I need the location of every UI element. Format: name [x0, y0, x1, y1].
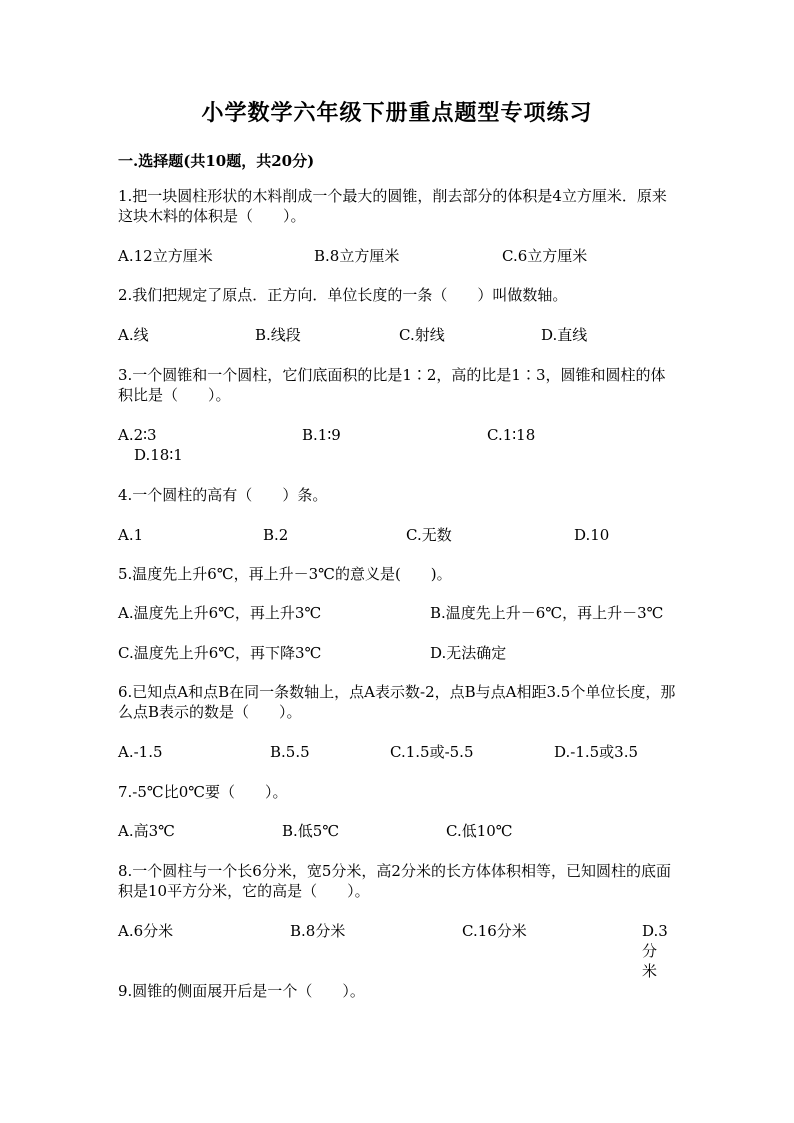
option-8-b[interactable]: B.8分米 [290, 922, 346, 940]
option-8-d[interactable]: D.3分米 [642, 922, 668, 980]
question-2: 2.我们把规定了原点．正方向．单位长度的一条（ ）叫做数轴。 [118, 286, 568, 304]
option-6-b[interactable]: B.5.5 [270, 743, 310, 761]
option-7-c[interactable]: C.低10℃ [446, 822, 513, 840]
question-6: 6.已知点A和点B在同一条数轴上，点A表示数-2，点B与点A相距3.5个单位长度，那么点B表示的数是（ ）。 [118, 683, 676, 721]
option-4-c[interactable]: C.无数 [406, 526, 452, 544]
option-6-a[interactable]: A.-1.5 [118, 743, 163, 761]
option-3-d[interactable]: D.18∶1 [134, 446, 183, 464]
options-5-row-2 [118, 643, 678, 663]
question-4: 4.一个圆柱的高有（ ）条。 [118, 486, 328, 504]
option-5-b[interactable]: B.温度先上升－6℃，再上升－3℃ [430, 604, 664, 622]
options-2 [118, 325, 678, 345]
question-8: 8.一个圆柱与一个长6分米，宽5分米，高2分米的长方体体积相等，已知圆柱的底面积是10平方分米，它的高是（ ）。 [118, 862, 671, 900]
page-title: 小学数学六年级下册重点题型专项练习 [201, 100, 593, 126]
option-3-b[interactable]: B.1∶9 [302, 426, 341, 444]
question-5: 5.温度先上升6℃，再上升－3℃的意义是( )。 [118, 565, 452, 583]
option-2-c[interactable]: C.射线 [399, 326, 445, 344]
option-4-a[interactable]: A.1 [118, 526, 144, 544]
question-3: 3.一个圆锥和一个圆柱，它们底面积的比是1∶2，高的比是1∶3，圆锥和圆柱的体积比是（ ）。 [118, 366, 666, 404]
question-9: 9.圆锥的侧面展开后是一个（ ）。 [118, 982, 365, 1000]
options-4 [118, 525, 678, 545]
options-8 [118, 921, 678, 980]
option-5-d[interactable]: D.无法确定 [430, 644, 507, 662]
option-4-b[interactable]: B.2 [263, 526, 289, 544]
option-7-a[interactable]: A.高3℃ [118, 822, 175, 840]
option-1-b[interactable]: B.8立方厘米 [314, 247, 400, 265]
option-6-c[interactable]: C.1.5或-5.5 [390, 743, 474, 761]
options-3 [118, 425, 678, 465]
section-heading: 一.选择题(共10题，共20分) [118, 152, 315, 170]
question-1: 1.把一块圆柱形状的木料削成一个最大的圆锥，削去部分的体积是4立方厘米．原来这块木料的体积是（ ）。 [118, 187, 667, 225]
options-7 [118, 821, 678, 841]
option-5-a[interactable]: A.温度先上升6℃，再上升3℃ [118, 604, 322, 622]
option-8-a[interactable]: A.6分米 [118, 922, 174, 940]
option-4-d[interactable]: D.10 [574, 526, 610, 544]
option-3-c[interactable]: C.1∶18 [487, 426, 536, 444]
option-8-c[interactable]: C.16分米 [462, 922, 527, 940]
option-2-b[interactable]: B.线段 [255, 326, 301, 344]
option-6-d[interactable]: D.-1.5或3.5 [554, 743, 639, 761]
option-1-a[interactable]: A.12立方厘米 [118, 247, 213, 265]
option-5-c[interactable]: C.温度先上升6℃，再下降3℃ [118, 644, 322, 662]
question-7: 7.-5℃比0℃要（ ）。 [118, 783, 288, 801]
option-3-a[interactable]: A.2∶3 [118, 426, 157, 444]
option-1-c[interactable]: C.6立方厘米 [502, 247, 588, 265]
options-1 [118, 246, 678, 266]
options-6 [118, 742, 678, 762]
option-2-a[interactable]: A.线 [118, 326, 149, 344]
option-2-d[interactable]: D.直线 [541, 326, 588, 344]
options-5-row-1 [118, 603, 678, 623]
option-7-b[interactable]: B.低5℃ [282, 822, 340, 840]
